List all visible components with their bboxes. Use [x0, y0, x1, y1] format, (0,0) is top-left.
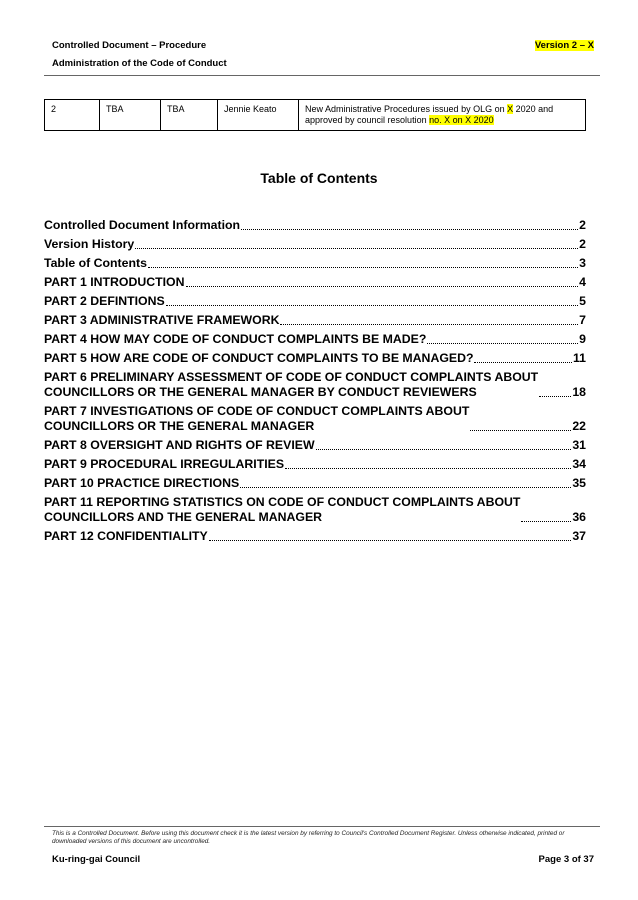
- toc-entry-title: PART 3 ADMINISTRATIVE FRAMEWORK: [44, 313, 280, 327]
- toc-entry[interactable]: [44, 351, 586, 366]
- dot-leader: [316, 449, 572, 450]
- toc-page-number: 7: [579, 313, 586, 327]
- dot-leader: [135, 248, 578, 249]
- dot-leader: [166, 305, 578, 306]
- toc-page-number: 9: [579, 332, 586, 346]
- controlled-document-note: This is a Controlled Document. Before using this document check it is the latest version by referring to Council's Controlled Document Register. Unless otherwise indicated, printed or downloaded versions of this document are uncontrolled.: [52, 830, 565, 845]
- toc-entry[interactable]: [44, 495, 586, 525]
- toc-entry-title: Controlled Document Information: [44, 218, 241, 232]
- toc-page-number: 37: [572, 529, 586, 543]
- toc-entry[interactable]: [44, 237, 586, 252]
- document-header: [52, 40, 227, 76]
- desc-highlight: no. X on X 2020: [429, 115, 494, 125]
- dot-leader: [241, 229, 578, 230]
- table-cell: TBA: [100, 100, 161, 131]
- version-text: Version 2 – X: [534, 40, 594, 51]
- toc-entry[interactable]: [44, 529, 586, 544]
- toc-entry[interactable]: [44, 457, 586, 472]
- dot-leader: [148, 267, 578, 268]
- toc-page-number: 5: [579, 294, 586, 308]
- toc-entry-title: PART 9 PROCEDURAL IRREGULARITIES: [44, 457, 285, 471]
- doc-type: Controlled Document – Procedure: [52, 40, 207, 51]
- toc-entry-title: PART 12 CONFIDENTIALITY: [44, 529, 208, 543]
- toc-entry[interactable]: [44, 404, 586, 434]
- page-number: Page 3 of 37: [538, 854, 594, 865]
- toc-entry[interactable]: [44, 256, 586, 271]
- toc-page-number: 4: [579, 275, 586, 289]
- dot-leader: [240, 487, 571, 488]
- toc-entry[interactable]: [44, 370, 586, 400]
- table-cell: TBA: [161, 100, 218, 131]
- footer-divider: [44, 826, 600, 827]
- desc-highlight: X: [507, 104, 514, 114]
- toc-entry[interactable]: [44, 438, 586, 453]
- toc-entry-title: PART 4 HOW MAY CODE OF CONDUCT COMPLAINTS BE MADE?: [44, 332, 427, 346]
- toc-entry-line: COUNCILLORS OR THE GENERAL MANAGER BY CONDUCT REVIEWERS: [44, 385, 477, 399]
- dot-leader: [470, 430, 571, 431]
- description-cell: [299, 100, 586, 131]
- dot-leader: [285, 468, 571, 469]
- version-label: [535, 40, 594, 51]
- dot-leader: [280, 324, 578, 325]
- dot-leader: [209, 540, 572, 541]
- version-number-cell: 2: [45, 100, 100, 131]
- toc-entry-title: [44, 404, 469, 434]
- toc-entry[interactable]: [44, 275, 586, 290]
- toc-entry-title: PART 2 DEFINTIONS: [44, 294, 165, 308]
- toc-entry-title: PART 10 PRACTICE DIRECTIONS: [44, 476, 240, 490]
- toc-heading: Table of Contents: [260, 170, 378, 186]
- toc-entry-line: PART 6 PRELIMINARY ASSESSMENT OF CODE OF CONDUCT COMPLAINTS ABOUT: [44, 370, 539, 384]
- toc-page-number: 2: [579, 237, 586, 251]
- dot-leader: [186, 286, 579, 287]
- toc-page-number: 34: [572, 457, 586, 471]
- toc-entry[interactable]: [44, 218, 586, 233]
- toc-entry[interactable]: [44, 294, 586, 309]
- toc-page-number: 3: [579, 256, 586, 270]
- toc-page-number: 31: [572, 438, 586, 452]
- toc-entry-line: COUNCILLORS OR THE GENERAL MANAGER: [44, 419, 315, 433]
- toc-entry-line: PART 11 REPORTING STATISTICS ON CODE OF CONDUCT COMPLAINTS ABOUT: [44, 495, 521, 509]
- dot-leader: [474, 362, 572, 363]
- organization-name: Ku-ring-gai Council: [52, 854, 141, 865]
- dot-leader: [427, 343, 578, 344]
- doc-title: Administration of the Code of Conduct: [52, 58, 227, 69]
- toc-entry-title: [44, 495, 520, 525]
- toc-entry-title: PART 1 INTRODUCTION: [44, 275, 185, 289]
- header-divider: [44, 75, 600, 76]
- toc-page-number: 35: [572, 476, 586, 490]
- toc-entry-title: Version History: [44, 237, 135, 251]
- dot-leader: [521, 521, 571, 522]
- desc-part: New Administrative Procedures issued by OLG on: [305, 104, 508, 114]
- toc-entry[interactable]: [44, 476, 586, 491]
- toc-entry[interactable]: [44, 332, 586, 347]
- toc-page-number: 22: [572, 419, 586, 433]
- toc-entry[interactable]: [44, 313, 586, 328]
- desc-part: 2020 and approved by council resolution: [305, 104, 554, 125]
- author-cell: Jennie Keato: [218, 100, 299, 131]
- version-history-table: [44, 99, 586, 131]
- toc-page-number: 36: [572, 510, 586, 524]
- table-row: [45, 100, 586, 131]
- dot-leader: [539, 396, 571, 397]
- toc-entry-title: [44, 370, 538, 400]
- toc-page-number: 18: [572, 385, 586, 399]
- toc-entry-title: PART 5 HOW ARE CODE OF CONDUCT COMPLAINTS TO BE MANAGED?: [44, 351, 474, 365]
- toc-page-number: 2: [579, 218, 586, 232]
- toc-entry-line: COUNCILLORS AND THE GENERAL MANAGER: [44, 510, 323, 524]
- toc-entry-title: PART 8 OVERSIGHT AND RIGHTS OF REVIEW: [44, 438, 315, 452]
- toc-entry-title: Table of Contents: [44, 256, 147, 270]
- toc-entry-line: PART 7 INVESTIGATIONS OF CODE OF CONDUCT COMPLAINTS ABOUT: [44, 404, 470, 418]
- toc-page-number: 11: [573, 351, 586, 365]
- table-of-contents: [44, 218, 586, 548]
